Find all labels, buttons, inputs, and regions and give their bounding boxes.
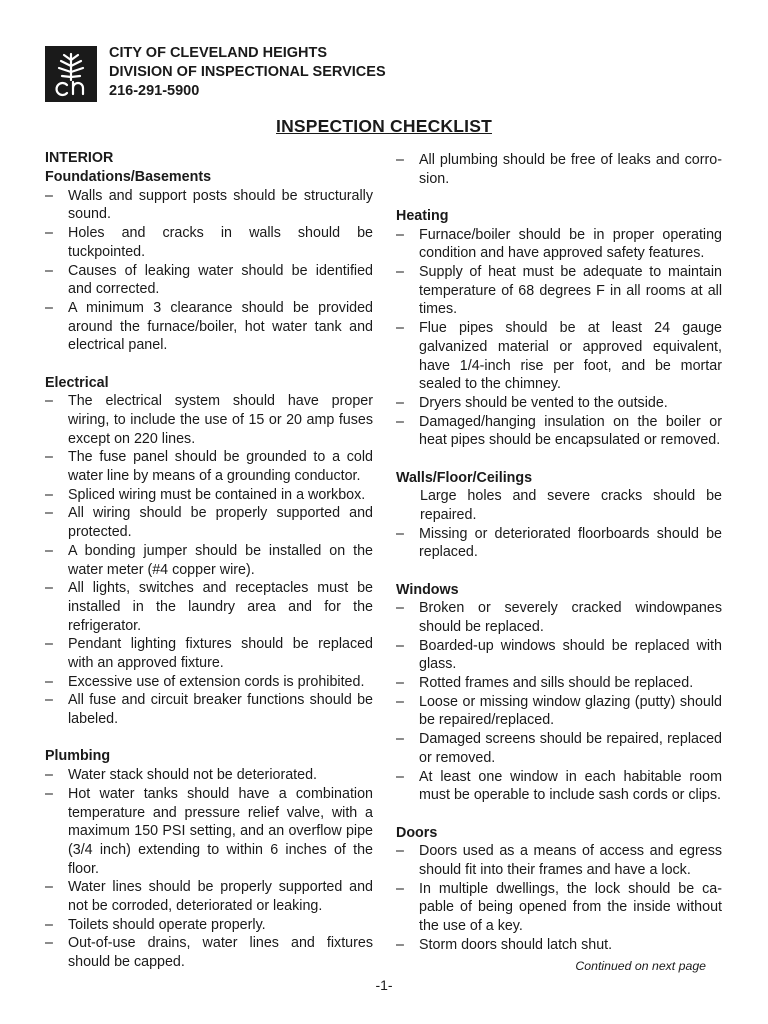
checklist-item: – Holes and cracks in walls should be tuckpointed. <box>45 224 373 261</box>
checklist-item: – Flue pipes should be at least 24 gauge galvanized material or approved equivalent, have 1/4-inch rise per foot, and be mortar sealed to the chimney. <box>396 319 722 394</box>
checklist-item: – All wiring should be properly supported and protected. <box>45 504 373 541</box>
section-heading: Heating <box>396 207 449 224</box>
checklist-item: – Boarded-up windows should be replaced with glass. <box>396 637 722 674</box>
checklist-item: – At least one window in each habitable room must be operable to include sash cords or clips. <box>396 768 722 805</box>
organization-info <box>109 44 469 101</box>
section-electrical <box>45 374 373 729</box>
checklist-item: – Rotted frames and sills should be replaced. <box>396 674 722 693</box>
tree-logo-icon <box>45 46 97 102</box>
section-plumbing <box>45 747 373 971</box>
checklist-item: – Water stack should not be deteriorated. <box>45 766 373 785</box>
section-heading: Doors <box>396 824 438 841</box>
checklist <box>45 766 373 972</box>
checklist-item: – Damaged screens should be repaired, replaced or removed. <box>396 730 722 767</box>
checklist <box>45 187 373 355</box>
right-column <box>396 151 722 954</box>
checklist <box>396 226 722 450</box>
checklist-item: – All plumbing should be free of leaks and corro- sion. <box>396 151 722 188</box>
checklist-item: – Spliced wiring must be contained in a workbox. <box>45 486 373 505</box>
checklist-item: – Storm doors should latch shut. <box>396 936 722 955</box>
checklist <box>396 842 722 954</box>
checklist-item: – Furnace/boiler should be in proper operating condition and have approved safety features. <box>396 226 722 263</box>
checklist-item: – The electrical system should have proper wiring, to include the use of 15 or 20 amp fuses except on 220 lines. <box>45 392 373 448</box>
section-heading: Electrical <box>45 374 109 391</box>
checklist-item: – Excessive use of extension cords is prohibited. <box>45 673 373 692</box>
section-walls-floor-ceilings <box>396 469 722 563</box>
checklist-item: – Dryers should be vented to the outside. <box>396 394 722 413</box>
section-heading: Walls/Floor/Ceilings <box>396 469 533 486</box>
checklist-item: – All lights, switches and receptacles must be installed in the laundry area and for the refrigerator. <box>45 579 373 635</box>
interior-heading: INTERIOR <box>45 150 114 166</box>
checklist <box>396 599 722 805</box>
page-number: -1- <box>375 977 393 993</box>
checklist-item: – Walls and support posts should be structurally sound. <box>45 187 373 224</box>
section-heading: Windows <box>396 581 459 598</box>
checklist-item: – The fuse panel should be grounded to a cold water line by means of a grounding conductor. <box>45 448 373 485</box>
checklist-item: – Loose or missing window glazing (putty) should be repaired/replaced. <box>396 693 722 730</box>
checklist <box>45 392 373 729</box>
checklist-item: – Hot water tanks should have a combination temperature and pressure relief valve, with a maximum 150 PSI setting, and an overflow pipe (3/4 inch) extending to within 6 inches of the floor. <box>45 785 373 879</box>
checklist-item: – Causes of leaking water should be identified and corrected. <box>45 262 373 299</box>
checklist-item: – A bonding jumper should be installed on the water meter (#4 copper wire). <box>45 542 373 579</box>
checklist-item: – Doors used as a means of access and egress should fit into their frames and have a lock. <box>396 842 722 879</box>
checklist-item: – Supply of heat must be adequate to maintain temperature of 68 degrees F in all rooms at all times. <box>396 263 722 319</box>
checklist <box>396 487 722 562</box>
checklist-continued <box>396 151 722 188</box>
checklist-item: – Pendant lighting fixtures should be replaced with an approved fixture. <box>45 635 373 672</box>
checklist-item: – All fuse and circuit breaker functions should be labeled. <box>45 691 373 728</box>
continued-note: Continued on next page <box>575 959 706 973</box>
section-windows <box>396 581 722 805</box>
section-heading: Plumbing <box>45 748 111 765</box>
left-column <box>45 149 373 972</box>
checklist-item: – Broken or severely cracked windowpanes should be replaced. <box>396 599 722 636</box>
org-name: CITY OF CLEVELAND HEIGHTS <box>109 45 328 61</box>
section-doors <box>396 824 722 955</box>
checklist-item: – Damaged/hanging insulation on the boiler or heat pipes should be encapsulated or removed. <box>396 413 722 450</box>
checklist-item: – Toilets should operate properly. <box>45 916 373 935</box>
checklist-item: – Water lines should be properly supported and not be corroded, deteriorated or leaking. <box>45 878 373 915</box>
checklist-item: Large holes and severe cracks should be repaired. <box>420 488 722 523</box>
section-heading: Foundations/Basements <box>45 169 212 185</box>
page-title: INSPECTION CHECKLIST <box>276 116 492 136</box>
section-foundations <box>45 168 373 355</box>
section-heating <box>396 207 722 450</box>
checklist-item: – A minimum 3 clearance should be provided around the furnace/boiler, hot water tank and electrical panel. <box>45 299 373 355</box>
checklist-item: – In multiple dwellings, the lock should be ca- pable of being opened from the inside without the use of a key. <box>396 880 722 936</box>
phone-number: 216-291-5900 <box>109 83 200 99</box>
checklist-item: – Out-of-use drains, water lines and fixtures should be capped. <box>45 934 373 971</box>
checklist-item: – Missing or deteriorated floorboards should be replaced. <box>396 525 722 562</box>
division-name: DIVISION OF INSPECTIONAL SERVICES <box>109 64 386 80</box>
